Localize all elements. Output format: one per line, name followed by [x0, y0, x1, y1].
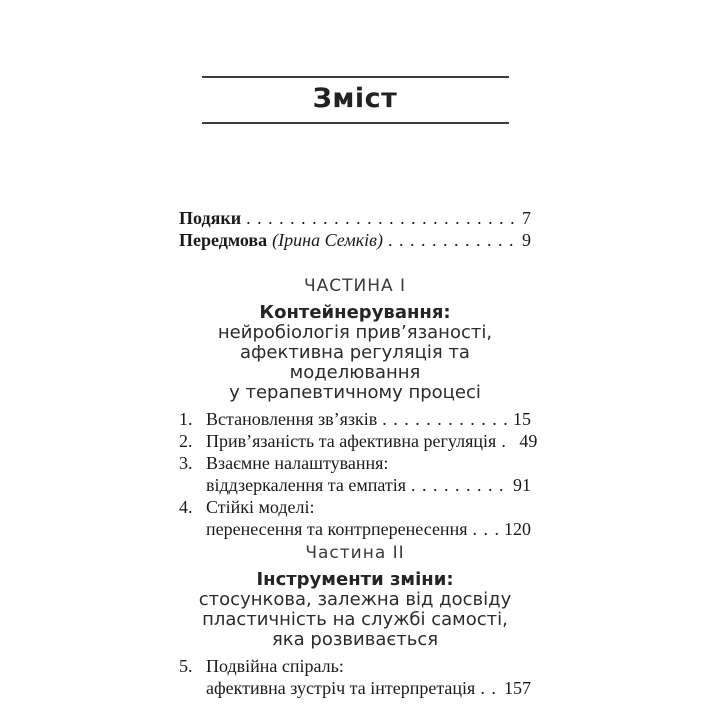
chapter-number: 2.	[179, 431, 193, 451]
chapter-title: Прив’язаність та афективна регуляція	[206, 431, 497, 451]
part-1-header	[179, 276, 531, 403]
entry-label: Передмова	[179, 230, 268, 250]
leader-dots	[246, 207, 516, 229]
part-1-heading: ЧАСТИНА I	[303, 276, 407, 296]
leader-dots	[472, 518, 498, 540]
part-1-subtitle-line: афективна регуляція та моделювання	[240, 342, 470, 383]
entry-page-number: 91	[513, 475, 531, 495]
entry-author-note: (Ірина Семків)	[272, 230, 383, 250]
chapter-title: Взаємне налаштування:	[206, 453, 389, 473]
part-2-heading: Частина II	[305, 543, 405, 563]
chapter-subtitle: перенесення та контрперенесення	[206, 519, 468, 539]
entry-page-number: 49	[519, 431, 538, 451]
toc-entry-chapter-5	[179, 655, 531, 677]
leader-dots	[382, 408, 507, 430]
entry-page-number: 157	[504, 678, 531, 698]
chapter-title: Встановлення зв’язків	[206, 409, 378, 429]
part-2-chapter-list	[179, 655, 531, 699]
entry-label: Подяки	[179, 208, 242, 228]
toc-entry-chapter-5-subtitle	[179, 677, 531, 699]
chapter-subtitle: афективна зустріч та інтерпретація	[206, 678, 476, 698]
entry-page-number: 7	[522, 208, 531, 228]
leader-dots	[411, 474, 507, 496]
chapter-title: Подвійна спіраль:	[206, 656, 344, 676]
toc-entry-acknowledgements	[179, 207, 531, 229]
part-1-subtitle-line: нейробіологія прив’язаності,	[217, 322, 493, 343]
toc-entry-chapter-4	[179, 496, 531, 518]
entry-page-number: 9	[522, 230, 531, 250]
chapter-number: 4.	[179, 497, 193, 517]
entry-page-number: 120	[504, 519, 531, 539]
toc-entry-chapter-1	[179, 408, 531, 430]
toc-entry-chapter-3	[179, 452, 531, 474]
toc-entry-chapter-2	[179, 430, 538, 452]
toc-entry-chapter-3-subtitle	[179, 474, 531, 496]
part-1-chapter-list	[179, 408, 538, 540]
part-2-header	[179, 543, 531, 650]
toc-entry-chapter-4-subtitle	[179, 518, 531, 540]
toc-title-block	[202, 76, 509, 124]
toc-entry-foreword	[179, 229, 531, 251]
part-2-subtitle-bold: Інструменти зміни:	[256, 569, 454, 590]
part-1-subtitle-bold: Контейнерування:	[259, 302, 451, 323]
leader-dots	[480, 677, 498, 699]
part-2-subtitle-line: яка розвивається	[271, 629, 439, 650]
leader-dots	[501, 430, 513, 452]
part-1-subtitle-line: у терапевтичному процесі	[229, 382, 481, 403]
chapter-subtitle: віддзеркалення та емпатія	[206, 475, 407, 495]
page-title: Зміст	[312, 83, 398, 114]
part-2-subtitle-line: пластичність на службі самості,	[202, 609, 508, 630]
frontmatter-section	[179, 207, 531, 251]
chapter-number: 1.	[179, 409, 193, 429]
chapter-number: 3.	[179, 453, 193, 473]
part-2-subtitle-line: стосункова, залежна від досвіду	[198, 589, 512, 610]
leader-dots	[388, 229, 516, 251]
chapter-title: Стійкі моделі:	[206, 497, 315, 517]
entry-page-number: 15	[513, 409, 531, 429]
toc-page	[179, 0, 538, 699]
chapter-number: 5.	[179, 656, 193, 676]
